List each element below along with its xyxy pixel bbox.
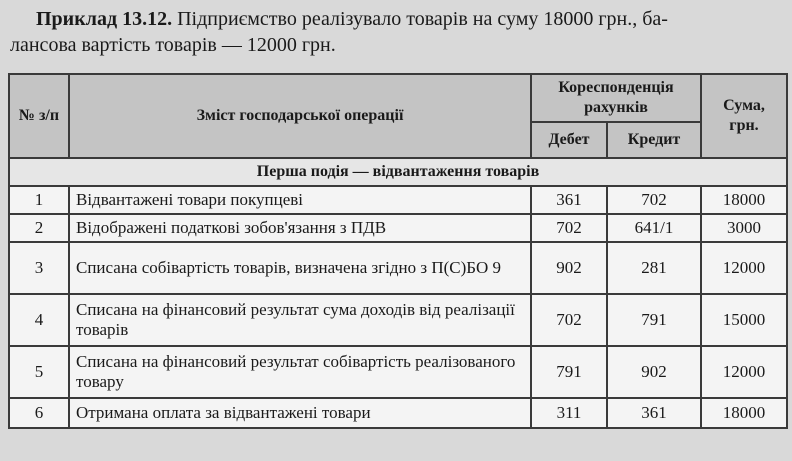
header-credit: Кредит [607,122,701,158]
row-amount: 15000 [701,294,787,346]
row-desc: Списана на фінансовий результат сума доходів від реалізації товарів [69,294,531,346]
row-debit: 311 [531,398,607,428]
section-title: Перша подія — відвантаження товарів [9,158,787,186]
row-credit: 281 [607,242,701,294]
row-num: 1 [9,186,69,214]
header-num: № з/п [9,74,69,158]
row-credit: 641/1 [607,214,701,242]
row-desc: Відображені податкові зобов'язання з ПДВ [69,214,531,242]
table-row [9,186,787,214]
row-debit: 702 [531,294,607,346]
row-num: 2 [9,214,69,242]
table-row [9,214,787,242]
row-num: 4 [9,294,69,346]
table-row [9,346,787,398]
row-debit: 702 [531,214,607,242]
row-credit: 902 [607,346,701,398]
row-desc: Списана на фінансовий результат собівартість реалізованого товару [69,346,531,398]
header-amount: Сума, грн. [701,74,787,158]
row-desc: Списана собівартість товарів, визначена згідно з П(С)БО 9 [69,242,531,294]
example-text-line2: лансова вартість товарів — 12000 грн. [10,34,336,56]
header-correspondence: Кореспонденція рахунків [531,74,701,122]
row-debit: 791 [531,346,607,398]
table-row [9,294,787,346]
row-debit: 902 [531,242,607,294]
row-num: 3 [9,242,69,294]
row-amount: 18000 [701,186,787,214]
row-amount: 12000 [701,346,787,398]
example-number: Приклад 13.12. [36,8,173,30]
table-row [9,398,787,428]
header-debit: Дебет [531,122,607,158]
row-debit: 361 [531,186,607,214]
row-amount: 18000 [701,398,787,428]
row-num: 6 [9,398,69,428]
header-content: Зміст господарської операції [69,74,531,158]
row-amount: 12000 [701,242,787,294]
example-text-line1: Підприємство реалізувало товарів на суму 18000 грн., ба- [177,8,668,30]
operations-table [8,73,788,429]
row-desc: Отримана оплата за відвантажені товари [69,398,531,428]
example-heading [10,6,776,58]
section-row [9,158,787,186]
row-desc: Відвантажені товари покупцеві [69,186,531,214]
row-credit: 791 [607,294,701,346]
table-row [9,242,787,294]
row-num: 5 [9,346,69,398]
row-credit: 702 [607,186,701,214]
header-row-top [9,74,787,122]
row-credit: 361 [607,398,701,428]
row-amount: 3000 [701,214,787,242]
